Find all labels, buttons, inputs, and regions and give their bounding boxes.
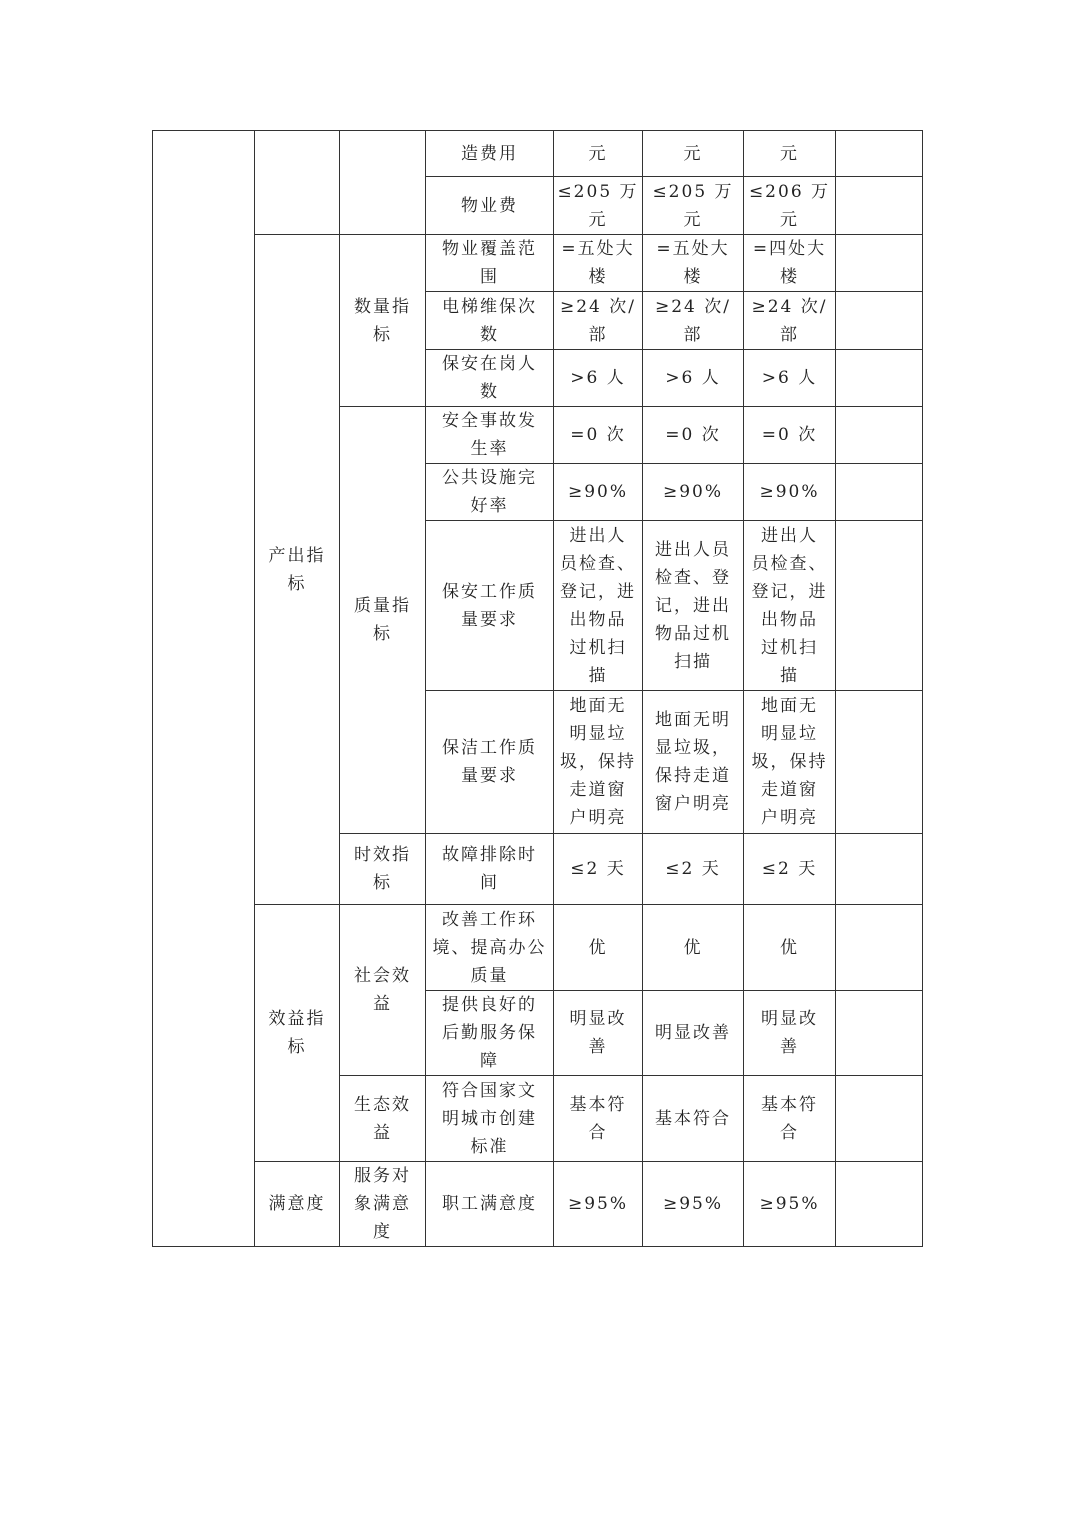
target-value-cell: 基本符 合: [554, 1076, 643, 1162]
indicator-name-cell: 故障排除时 间: [426, 834, 554, 905]
target-value-cell: ≥24 次/ 部: [554, 292, 643, 350]
table-row: [153, 131, 923, 177]
target-value-cell: 基本符 合: [744, 1076, 836, 1162]
group-label-output: 产出指 标: [255, 235, 340, 905]
subgroup-label-quantity: 数量指 标: [340, 235, 426, 407]
blank-first-column-cell: [153, 131, 255, 1247]
target-value-cell: =0 次: [554, 407, 643, 464]
blank-remark-cell: [836, 235, 923, 292]
blank-remark-cell: [836, 834, 923, 905]
target-value-cell: 地面无明 显垃圾， 保持走道 窗户明亮: [643, 691, 744, 834]
target-value-cell: =五处大 楼: [554, 235, 643, 292]
target-value-cell: =五处大 楼: [643, 235, 744, 292]
target-value-cell: 进出人员 检查、登 记，进出 物品过机 扫描: [643, 521, 744, 691]
target-value-cell: ≥90%: [643, 464, 744, 521]
indicator-name-cell: 保洁工作质 量要求: [426, 691, 554, 834]
indicator-name-cell: 物业覆盖范 围: [426, 235, 554, 292]
group-label-benefit: 效益指 标: [255, 905, 340, 1162]
target-value-cell: ≥24 次/ 部: [643, 292, 744, 350]
target-value-cell: 地面无 明显垃 圾，保持 走道窗 户明亮: [554, 691, 643, 834]
target-value-cell: 元: [554, 131, 643, 177]
target-value-cell: ≤206 万 元: [744, 177, 836, 235]
table-row: [153, 1162, 923, 1247]
blank-remark-cell: [836, 905, 923, 991]
indicator-name-cell: 电梯维保次 数: [426, 292, 554, 350]
subgroup-label-service-object: 服务对 象满意 度: [340, 1162, 426, 1247]
target-value-cell: ≥95%: [744, 1162, 836, 1247]
blank-remark-cell: [836, 991, 923, 1076]
blank-remark-cell: [836, 407, 923, 464]
target-value-cell: 基本符合: [643, 1076, 744, 1162]
indicator-name-cell: 职工满意度: [426, 1162, 554, 1247]
blank-remark-cell: [836, 292, 923, 350]
subgroup-label-timeliness: 时效指 标: [340, 834, 426, 905]
target-value-cell: ≥95%: [554, 1162, 643, 1247]
subgroup-label-social: 社会效 益: [340, 905, 426, 1076]
blank-remark-cell: [836, 1162, 923, 1247]
target-value-cell: 明显改善: [643, 991, 744, 1076]
group-label-satisfaction: 满意度: [255, 1162, 340, 1247]
target-value-cell: 进出人 员检查、 登记，进 出物品 过机扫 描: [554, 521, 643, 691]
target-value-cell: =0 次: [744, 407, 836, 464]
blank-remark-cell: [836, 521, 923, 691]
blank-remark-cell: [836, 464, 923, 521]
target-value-cell: >6 人: [554, 350, 643, 407]
blank-subgroup-cell: [340, 131, 426, 235]
table-row: [153, 905, 923, 991]
blank-remark-cell: [836, 1076, 923, 1162]
indicator-name-cell: 保安在岗人 数: [426, 350, 554, 407]
indicator-name-cell: 公共设施完 好率: [426, 464, 554, 521]
target-value-cell: ≥90%: [744, 464, 836, 521]
target-value-cell: ≥90%: [554, 464, 643, 521]
indicator-name-cell: 安全事故发 生率: [426, 407, 554, 464]
target-value-cell: 明显改 善: [744, 991, 836, 1076]
blank-group-cell: [255, 131, 340, 235]
target-value-cell: 优: [554, 905, 643, 991]
blank-remark-cell: [836, 177, 923, 235]
performance-indicator-table: [152, 130, 923, 1247]
target-value-cell: ≥24 次/ 部: [744, 292, 836, 350]
indicator-name-cell: 改善工作环 境、提高办公 质量: [426, 905, 554, 991]
indicator-name-cell: 物业费: [426, 177, 554, 235]
target-value-cell: ≤2 天: [554, 834, 643, 905]
target-value-cell: 优: [744, 905, 836, 991]
target-value-cell: 进出人 员检查、 登记，进 出物品 过机扫 描: [744, 521, 836, 691]
target-value-cell: 元: [643, 131, 744, 177]
table-row: [153, 235, 923, 292]
blank-remark-cell: [836, 691, 923, 834]
target-value-cell: 地面无 明显垃 圾，保持 走道窗 户明亮: [744, 691, 836, 834]
target-value-cell: ≤2 天: [643, 834, 744, 905]
target-value-cell: ≤2 天: [744, 834, 836, 905]
subgroup-label-quality: 质量指 标: [340, 407, 426, 834]
target-value-cell: >6 人: [744, 350, 836, 407]
target-value-cell: ≤205 万 元: [554, 177, 643, 235]
target-value-cell: 优: [643, 905, 744, 991]
indicator-name-cell: 提供良好的 后勤服务保 障: [426, 991, 554, 1076]
target-value-cell: =四处大 楼: [744, 235, 836, 292]
target-value-cell: ≤205 万 元: [643, 177, 744, 235]
target-value-cell: =0 次: [643, 407, 744, 464]
indicator-name-cell: 保安工作质 量要求: [426, 521, 554, 691]
blank-remark-cell: [836, 350, 923, 407]
indicator-name-cell: 造费用: [426, 131, 554, 177]
target-value-cell: >6 人: [643, 350, 744, 407]
indicator-name-cell: 符合国家文 明城市创建 标准: [426, 1076, 554, 1162]
target-value-cell: 元: [744, 131, 836, 177]
blank-remark-cell: [836, 131, 923, 177]
target-value-cell: ≥95%: [643, 1162, 744, 1247]
target-value-cell: 明显改 善: [554, 991, 643, 1076]
subgroup-label-ecological: 生态效 益: [340, 1076, 426, 1162]
